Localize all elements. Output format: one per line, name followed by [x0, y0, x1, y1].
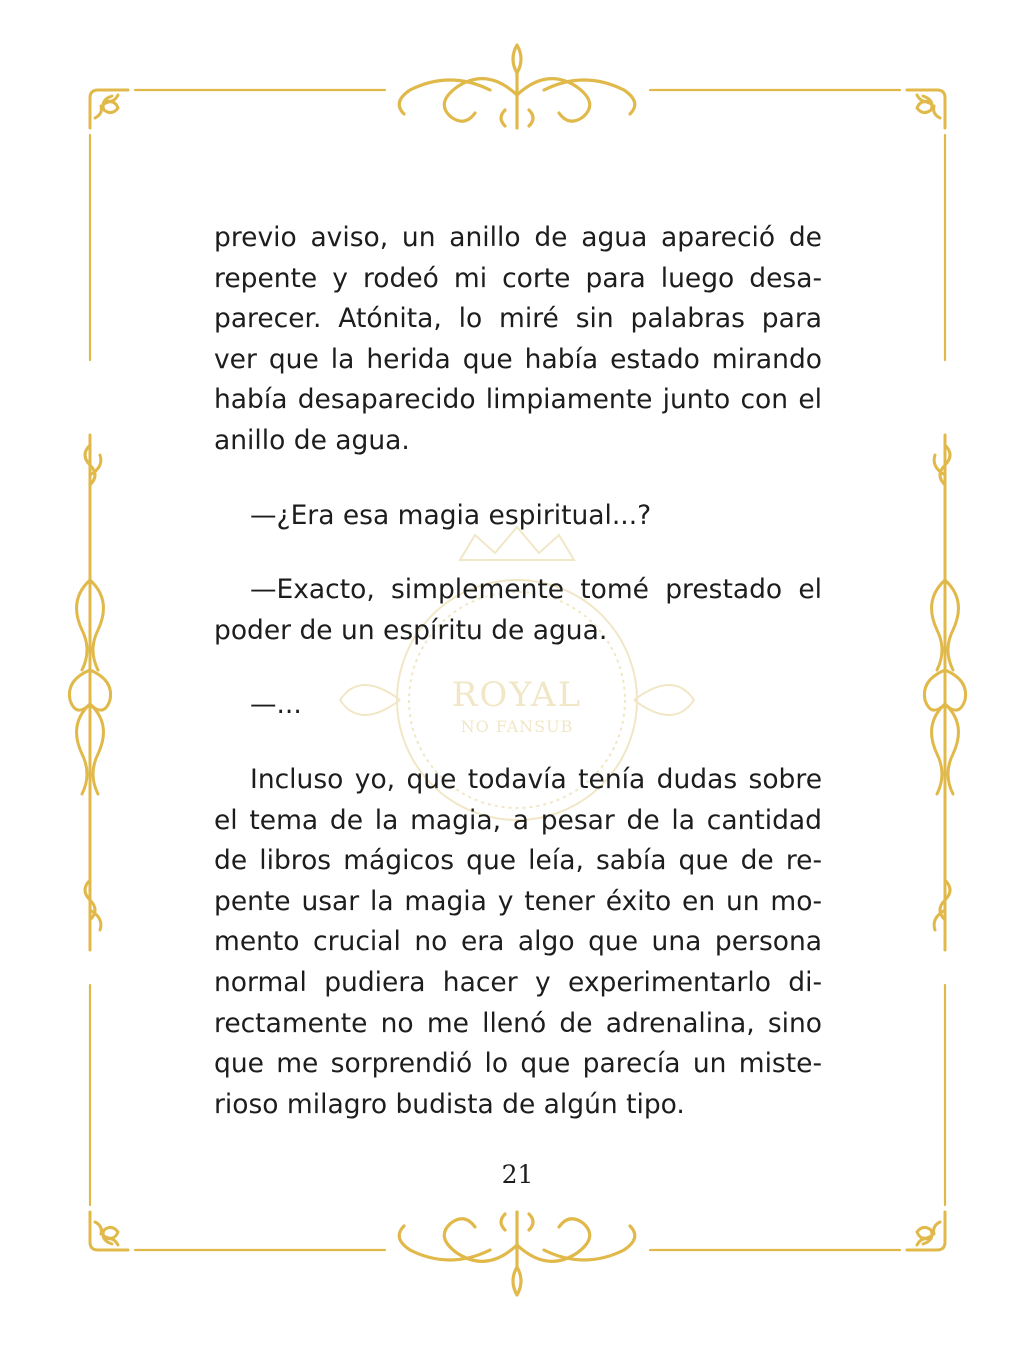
paragraph: previo aviso, un anillo de agua apareció de repente y rodeó mi corte para luego desaparecer. Atónita, lo miré sin palabras para ver que la herida que había estado mirando había desaparecido limpiamente junto con el anillo de agua.: [214, 222, 822, 456]
paragraph: —...: [250, 689, 302, 721]
paragraph: —Exacto, simplemente tomé prestado el poder de un espíritu de agua.: [214, 574, 822, 646]
paragraph: —¿Era esa magia espiritual...?: [250, 499, 652, 531]
page-body: [214, 218, 822, 1125]
page-number: 21: [501, 1160, 534, 1189]
watermark-line2: NO FANSUB: [460, 717, 574, 736]
paragraph: Incluso yo, que todavía tenía dudas sobre el tema de la magia, a pesar de la cantidad de libros mágicos que leía, sabía que de repente usar la magia y tener éxito en un momento crucial no era algo que una persona normal pudiera hacer y experimentarlo directamente no me llenó de adrenalina, sino que me sorprendió lo que parecía un misterioso milagro budista de algún tipo.: [214, 763, 822, 1120]
watermark-line1: ROYAL: [451, 675, 583, 715]
